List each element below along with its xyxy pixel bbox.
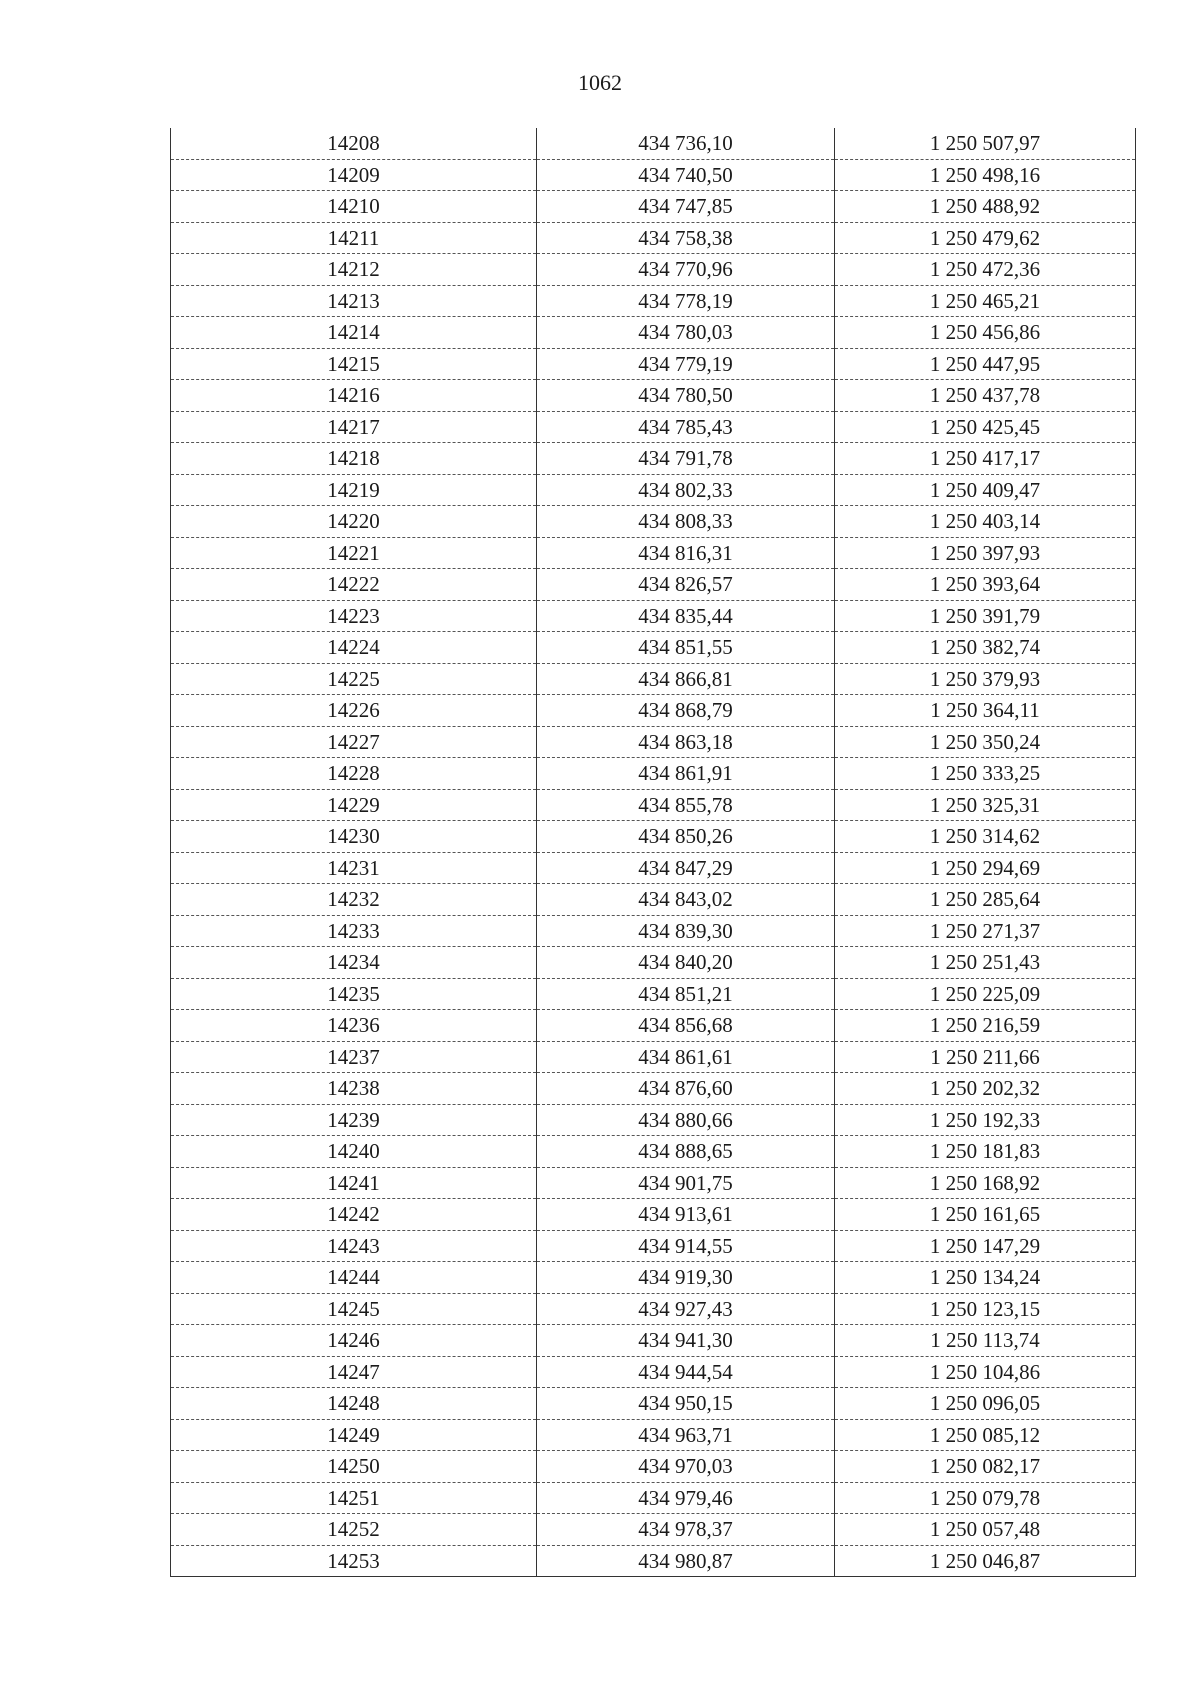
table-row — [171, 411, 1136, 443]
table-row — [171, 663, 1136, 695]
table-row — [171, 222, 1136, 254]
x-coordinate-cell: 434 927,43 — [537, 1293, 835, 1325]
y-coordinate-cell: 1 250 211,66 — [835, 1041, 1136, 1073]
table-row — [171, 758, 1136, 790]
table-row — [171, 1073, 1136, 1105]
x-coordinate-cell: 434 851,55 — [537, 632, 835, 664]
point-number-cell: 14212 — [171, 254, 537, 286]
point-number-cell: 14225 — [171, 663, 537, 695]
table-row — [171, 1419, 1136, 1451]
x-coordinate-cell: 434 880,66 — [537, 1104, 835, 1136]
table-row — [171, 789, 1136, 821]
y-coordinate-cell: 1 250 364,11 — [835, 695, 1136, 727]
table-row — [171, 1325, 1136, 1357]
x-coordinate-cell: 434 944,54 — [537, 1356, 835, 1388]
point-number-cell: 14239 — [171, 1104, 537, 1136]
x-coordinate-cell: 434 901,75 — [537, 1167, 835, 1199]
x-coordinate-cell: 434 747,85 — [537, 191, 835, 223]
point-number-cell: 14210 — [171, 191, 537, 223]
y-coordinate-cell: 1 250 333,25 — [835, 758, 1136, 790]
point-number-cell: 14252 — [171, 1514, 537, 1546]
point-number-cell: 14233 — [171, 915, 537, 947]
x-coordinate-cell: 434 855,78 — [537, 789, 835, 821]
y-coordinate-cell: 1 250 104,86 — [835, 1356, 1136, 1388]
y-coordinate-cell: 1 250 085,12 — [835, 1419, 1136, 1451]
table-row — [171, 978, 1136, 1010]
table-row — [171, 159, 1136, 191]
x-coordinate-cell: 434 866,81 — [537, 663, 835, 695]
table-row — [171, 1041, 1136, 1073]
x-coordinate-cell: 434 770,96 — [537, 254, 835, 286]
point-number-cell: 14251 — [171, 1482, 537, 1514]
y-coordinate-cell: 1 250 192,33 — [835, 1104, 1136, 1136]
point-number-cell: 14231 — [171, 852, 537, 884]
y-coordinate-cell: 1 250 181,83 — [835, 1136, 1136, 1168]
point-number-cell: 14244 — [171, 1262, 537, 1294]
table-row — [171, 726, 1136, 758]
table-row — [171, 632, 1136, 664]
point-number-cell: 14213 — [171, 285, 537, 317]
table-row — [171, 1010, 1136, 1042]
point-number-cell: 14217 — [171, 411, 537, 443]
table-row — [171, 474, 1136, 506]
point-number-cell: 14222 — [171, 569, 537, 601]
y-coordinate-cell: 1 250 447,95 — [835, 348, 1136, 380]
y-coordinate-cell: 1 250 123,15 — [835, 1293, 1136, 1325]
y-coordinate-cell: 1 250 507,97 — [835, 128, 1136, 159]
point-number-cell: 14245 — [171, 1293, 537, 1325]
table-row — [171, 1451, 1136, 1483]
table-row — [171, 285, 1136, 317]
point-number-cell: 14227 — [171, 726, 537, 758]
point-number-cell: 14220 — [171, 506, 537, 538]
y-coordinate-cell: 1 250 379,93 — [835, 663, 1136, 695]
y-coordinate-cell: 1 250 488,92 — [835, 191, 1136, 223]
point-number-cell: 14246 — [171, 1325, 537, 1357]
table-row — [171, 1230, 1136, 1262]
y-coordinate-cell: 1 250 391,79 — [835, 600, 1136, 632]
point-number-cell: 14226 — [171, 695, 537, 727]
table-row — [171, 1356, 1136, 1388]
table-row — [171, 1136, 1136, 1168]
x-coordinate-cell: 434 888,65 — [537, 1136, 835, 1168]
x-coordinate-cell: 434 919,30 — [537, 1262, 835, 1294]
x-coordinate-cell: 434 861,91 — [537, 758, 835, 790]
table-row — [171, 1388, 1136, 1420]
x-coordinate-cell: 434 941,30 — [537, 1325, 835, 1357]
y-coordinate-cell: 1 250 498,16 — [835, 159, 1136, 191]
table-row — [171, 1262, 1136, 1294]
table-row — [171, 317, 1136, 349]
point-number-cell: 14218 — [171, 443, 537, 475]
table-row — [171, 1293, 1136, 1325]
table-row — [171, 915, 1136, 947]
x-coordinate-cell: 434 839,30 — [537, 915, 835, 947]
y-coordinate-cell: 1 250 417,17 — [835, 443, 1136, 475]
x-coordinate-cell: 434 802,33 — [537, 474, 835, 506]
y-coordinate-cell: 1 250 096,05 — [835, 1388, 1136, 1420]
y-coordinate-cell: 1 250 057,48 — [835, 1514, 1136, 1546]
x-coordinate-cell: 434 816,31 — [537, 537, 835, 569]
point-number-cell: 14211 — [171, 222, 537, 254]
point-number-cell: 14214 — [171, 317, 537, 349]
point-number-cell: 14237 — [171, 1041, 537, 1073]
y-coordinate-cell: 1 250 397,93 — [835, 537, 1136, 569]
point-number-cell: 14229 — [171, 789, 537, 821]
table-row — [171, 1199, 1136, 1231]
x-coordinate-cell: 434 861,61 — [537, 1041, 835, 1073]
y-coordinate-cell: 1 250 113,74 — [835, 1325, 1136, 1357]
point-number-cell: 14223 — [171, 600, 537, 632]
table-row — [171, 1514, 1136, 1546]
y-coordinate-cell: 1 250 425,45 — [835, 411, 1136, 443]
point-number-cell: 14234 — [171, 947, 537, 979]
table-row — [171, 506, 1136, 538]
table-row — [171, 348, 1136, 380]
x-coordinate-cell: 434 780,50 — [537, 380, 835, 412]
x-coordinate-cell: 434 876,60 — [537, 1073, 835, 1105]
x-coordinate-cell: 434 826,57 — [537, 569, 835, 601]
page-number: 1062 — [578, 70, 622, 95]
table-row — [171, 852, 1136, 884]
table-row — [171, 128, 1136, 159]
y-coordinate-cell: 1 250 225,09 — [835, 978, 1136, 1010]
table-row — [171, 695, 1136, 727]
point-number-cell: 14250 — [171, 1451, 537, 1483]
x-coordinate-cell: 434 980,87 — [537, 1545, 835, 1577]
point-number-cell: 14209 — [171, 159, 537, 191]
table-row — [171, 537, 1136, 569]
y-coordinate-cell: 1 250 382,74 — [835, 632, 1136, 664]
x-coordinate-cell: 434 740,50 — [537, 159, 835, 191]
point-number-cell: 14224 — [171, 632, 537, 664]
y-coordinate-cell: 1 250 079,78 — [835, 1482, 1136, 1514]
x-coordinate-cell: 434 779,19 — [537, 348, 835, 380]
point-number-cell: 14208 — [171, 128, 537, 159]
x-coordinate-cell: 434 970,03 — [537, 1451, 835, 1483]
table-row — [171, 600, 1136, 632]
point-number-cell: 14243 — [171, 1230, 537, 1262]
x-coordinate-cell: 434 856,68 — [537, 1010, 835, 1042]
y-coordinate-cell: 1 250 314,62 — [835, 821, 1136, 853]
x-coordinate-cell: 434 780,03 — [537, 317, 835, 349]
x-coordinate-cell: 434 979,46 — [537, 1482, 835, 1514]
y-coordinate-cell: 1 250 147,29 — [835, 1230, 1136, 1262]
x-coordinate-cell: 434 778,19 — [537, 285, 835, 317]
y-coordinate-cell: 1 250 082,17 — [835, 1451, 1136, 1483]
x-coordinate-cell: 434 847,29 — [537, 852, 835, 884]
table-row — [171, 380, 1136, 412]
x-coordinate-cell: 434 785,43 — [537, 411, 835, 443]
x-coordinate-cell: 434 736,10 — [537, 128, 835, 159]
x-coordinate-cell: 434 978,37 — [537, 1514, 835, 1546]
point-number-cell: 14253 — [171, 1545, 537, 1577]
point-number-cell: 14230 — [171, 821, 537, 853]
y-coordinate-cell: 1 250 437,78 — [835, 380, 1136, 412]
table-row — [171, 443, 1136, 475]
point-number-cell: 14236 — [171, 1010, 537, 1042]
coordinates-table — [170, 128, 1136, 1577]
point-number-cell: 14248 — [171, 1388, 537, 1420]
y-coordinate-cell: 1 250 251,43 — [835, 947, 1136, 979]
x-coordinate-cell: 434 758,38 — [537, 222, 835, 254]
table-row — [171, 821, 1136, 853]
point-number-cell: 14221 — [171, 537, 537, 569]
x-coordinate-cell: 434 791,78 — [537, 443, 835, 475]
x-coordinate-cell: 434 963,71 — [537, 1419, 835, 1451]
x-coordinate-cell: 434 851,21 — [537, 978, 835, 1010]
y-coordinate-cell: 1 250 216,59 — [835, 1010, 1136, 1042]
y-coordinate-cell: 1 250 393,64 — [835, 569, 1136, 601]
y-coordinate-cell: 1 250 161,65 — [835, 1199, 1136, 1231]
x-coordinate-cell: 434 835,44 — [537, 600, 835, 632]
table-row — [171, 191, 1136, 223]
x-coordinate-cell: 434 868,79 — [537, 695, 835, 727]
y-coordinate-cell: 1 250 472,36 — [835, 254, 1136, 286]
table-row — [171, 947, 1136, 979]
x-coordinate-cell: 434 808,33 — [537, 506, 835, 538]
point-number-cell: 14241 — [171, 1167, 537, 1199]
y-coordinate-cell: 1 250 409,47 — [835, 474, 1136, 506]
table-row — [171, 569, 1136, 601]
point-number-cell: 14228 — [171, 758, 537, 790]
point-number-cell: 14235 — [171, 978, 537, 1010]
y-coordinate-cell: 1 250 294,69 — [835, 852, 1136, 884]
y-coordinate-cell: 1 250 168,92 — [835, 1167, 1136, 1199]
table-row — [171, 1482, 1136, 1514]
point-number-cell: 14215 — [171, 348, 537, 380]
table-row — [171, 884, 1136, 916]
y-coordinate-cell: 1 250 350,24 — [835, 726, 1136, 758]
point-number-cell: 14242 — [171, 1199, 537, 1231]
y-coordinate-cell: 1 250 456,86 — [835, 317, 1136, 349]
coordinates-table-body — [171, 128, 1136, 1577]
x-coordinate-cell: 434 913,61 — [537, 1199, 835, 1231]
x-coordinate-cell: 434 950,15 — [537, 1388, 835, 1420]
point-number-cell: 14247 — [171, 1356, 537, 1388]
point-number-cell: 14238 — [171, 1073, 537, 1105]
point-number-cell: 14216 — [171, 380, 537, 412]
table-row — [171, 1545, 1136, 1577]
point-number-cell: 14240 — [171, 1136, 537, 1168]
y-coordinate-cell: 1 250 271,37 — [835, 915, 1136, 947]
table-row — [171, 1104, 1136, 1136]
x-coordinate-cell: 434 843,02 — [537, 884, 835, 916]
y-coordinate-cell: 1 250 479,62 — [835, 222, 1136, 254]
x-coordinate-cell: 434 863,18 — [537, 726, 835, 758]
x-coordinate-cell: 434 914,55 — [537, 1230, 835, 1262]
y-coordinate-cell: 1 250 403,14 — [835, 506, 1136, 538]
y-coordinate-cell: 1 250 285,64 — [835, 884, 1136, 916]
x-coordinate-cell: 434 840,20 — [537, 947, 835, 979]
y-coordinate-cell: 1 250 046,87 — [835, 1545, 1136, 1577]
y-coordinate-cell: 1 250 134,24 — [835, 1262, 1136, 1294]
x-coordinate-cell: 434 850,26 — [537, 821, 835, 853]
point-number-cell: 14249 — [171, 1419, 537, 1451]
y-coordinate-cell: 1 250 465,21 — [835, 285, 1136, 317]
table-row — [171, 254, 1136, 286]
table-row — [171, 1167, 1136, 1199]
y-coordinate-cell: 1 250 202,32 — [835, 1073, 1136, 1105]
point-number-cell: 14232 — [171, 884, 537, 916]
point-number-cell: 14219 — [171, 474, 537, 506]
y-coordinate-cell: 1 250 325,31 — [835, 789, 1136, 821]
